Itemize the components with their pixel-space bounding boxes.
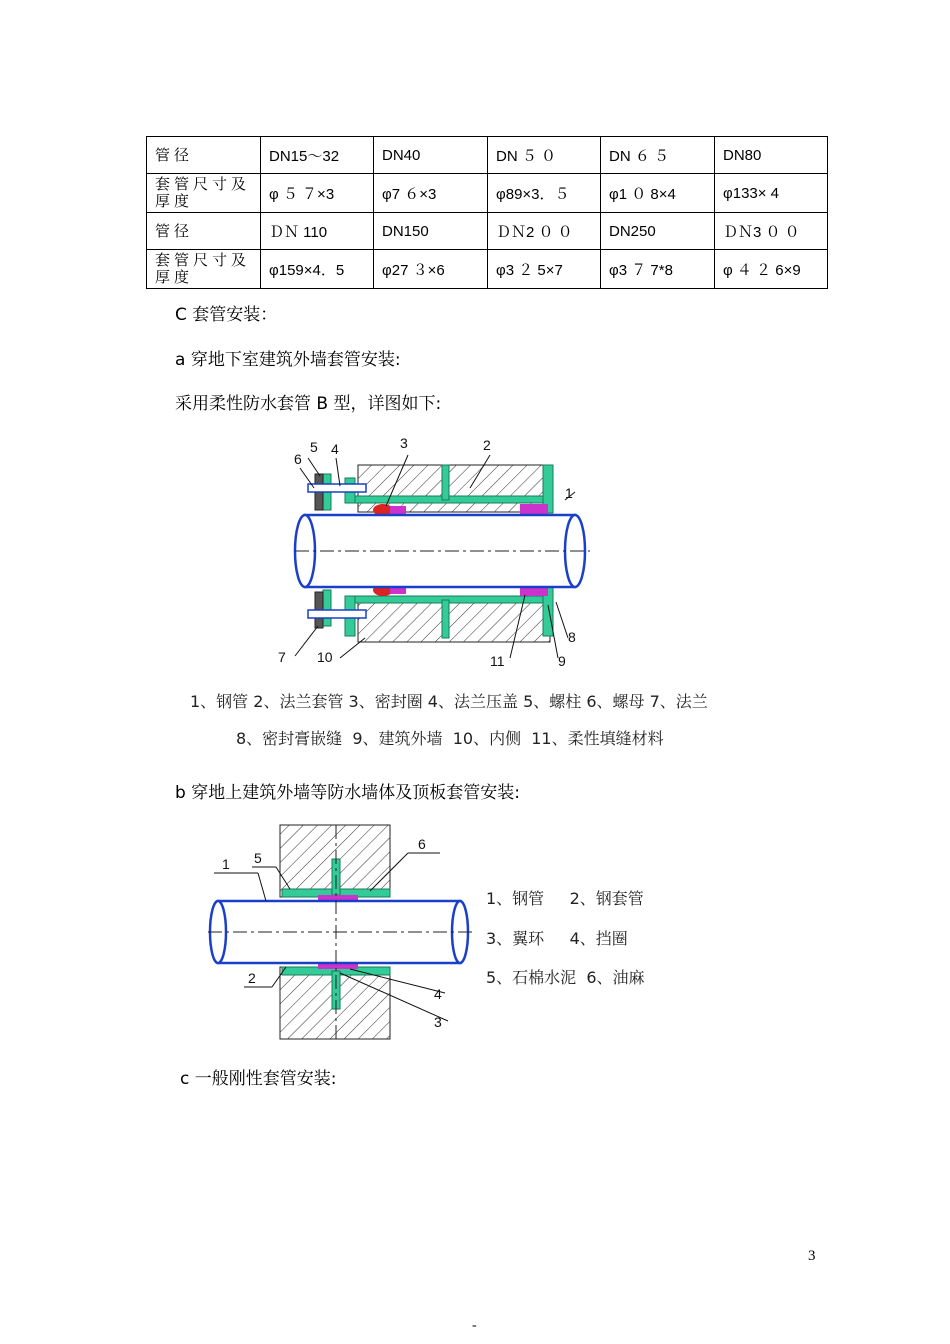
- table-cell: DN40: [374, 137, 488, 174]
- table-cell: φ159×4．5: [261, 250, 374, 289]
- fig2-number-3: 3: [434, 1014, 442, 1030]
- figure1-legend-line1: 1、钢管 2、法兰套管 3、密封圈 4、法兰压盖 5、螺柱 6、螺母 7、法兰: [190, 692, 708, 711]
- fig1-number-4: 4: [331, 441, 339, 457]
- table-cell: φ89×3．５: [488, 174, 601, 213]
- fig1-number-10: 10: [317, 649, 333, 665]
- figure2-legend-line1: 1、钢管 2、钢套管: [486, 889, 644, 908]
- table-cell: φ3 ２ 5×7: [488, 250, 601, 289]
- page-footer: -: [472, 1318, 477, 1333]
- rigid-sleeve-diagram: [200, 815, 480, 1045]
- fig1-number-8: 8: [568, 629, 576, 645]
- fig2-number-1: 1: [222, 856, 230, 872]
- figure2-legend-line3: 5、石棉水泥 6、油麻: [486, 968, 645, 987]
- page-number: 3: [808, 1248, 816, 1264]
- fig1-number-7: 7: [278, 649, 286, 665]
- table-cell: ＤＮ 110: [261, 213, 374, 250]
- table-cell: 套管尺寸及厚度: [147, 174, 261, 213]
- section-c-heading: C 套管安装：: [175, 305, 278, 325]
- fig1-number-11: 11: [490, 653, 505, 669]
- fig2-number-5: 5: [254, 850, 262, 866]
- fig1-number-2: 2: [483, 437, 491, 453]
- fig1-number-5: 5: [310, 439, 318, 455]
- table-row: [147, 250, 828, 289]
- fig1-number-6: 6: [294, 451, 302, 467]
- table-cell: ＤＮ3 ０ ０: [715, 213, 828, 250]
- table-cell: DN ６ ５: [601, 137, 715, 174]
- fig2-number-2: 2: [248, 970, 256, 986]
- table-cell: φ1 ０ 8×4: [601, 174, 715, 213]
- section-a-heading: a 穿地下室建筑外墙套管安装:: [175, 350, 401, 370]
- figure2-legend-line2: 3、翼环 4、挡圈: [486, 929, 628, 948]
- fig2-number-6: 6: [418, 836, 426, 852]
- section-a-description: 采用柔性防水套管 B 型，详图如下:: [175, 394, 442, 414]
- table-cell: DN15～32: [261, 137, 374, 174]
- pipe-sleeve-table: [146, 136, 828, 289]
- table-row: [147, 174, 828, 213]
- table-row: [147, 213, 828, 250]
- table-cell: φ ４ ２ 6×9: [715, 250, 828, 289]
- table-cell: DN ５ ０: [488, 137, 601, 174]
- table-cell: DN80: [715, 137, 828, 174]
- flexible-sleeve-diagram: [180, 430, 740, 680]
- table-row: [147, 137, 828, 174]
- table-cell: φ27 ３×6: [374, 250, 488, 289]
- table-cell: 管径: [147, 213, 261, 250]
- fig1-number-9: 9: [558, 653, 566, 669]
- figure1-legend-line2: 8、密封膏嵌缝 9、建筑外墙 10、内侧 11、柔性填缝材料: [236, 729, 664, 748]
- table-cell: φ ５ ７×3: [261, 174, 374, 213]
- table-cell: φ3 ７ 7*8: [601, 250, 715, 289]
- table-cell: 管径: [147, 137, 261, 174]
- table-cell: φ133× 4: [715, 174, 828, 213]
- table-cell: DN150: [374, 213, 488, 250]
- section-c-sub-heading: c 一般刚性套管安装:: [180, 1069, 337, 1089]
- fig2-number-4: 4: [434, 986, 442, 1002]
- table-cell: φ7 ６×3: [374, 174, 488, 213]
- wall-section-bottom: [358, 598, 550, 642]
- table-cell: DN250: [601, 213, 715, 250]
- fig1-number-1: 1: [565, 485, 573, 501]
- table-cell: 套管尺寸及厚度: [147, 250, 261, 289]
- section-b-heading: b 穿地上建筑外墙等防水墙体及顶板套管安装:: [175, 783, 520, 803]
- fig1-number-3: 3: [400, 435, 408, 451]
- table-cell: ＤＮ2 ０ ０: [488, 213, 601, 250]
